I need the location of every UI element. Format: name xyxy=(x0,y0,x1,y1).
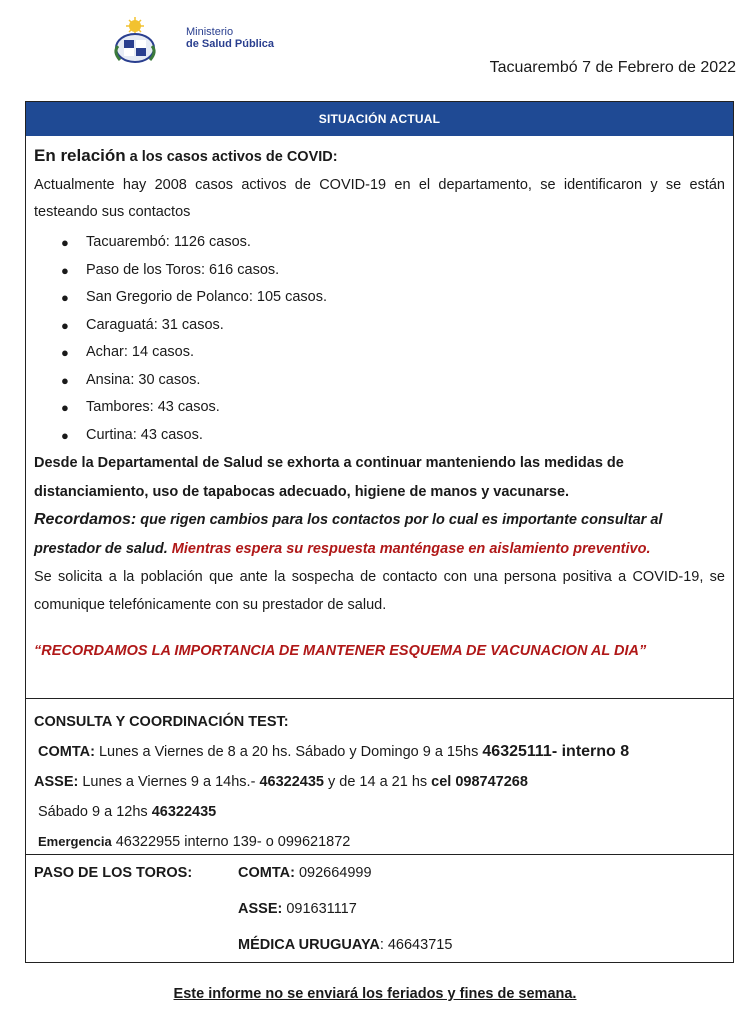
emergency-text: 46322955 interno 139- o 099621872 xyxy=(111,834,351,850)
case-text: Ansina: 30 casos. xyxy=(86,371,201,388)
comta-row xyxy=(34,737,725,767)
list-item xyxy=(34,394,725,422)
list-item xyxy=(34,339,725,367)
consult-title: CONSULTA Y COORDINACIÓN TEST: xyxy=(34,714,289,730)
remind-text: que rigen cambios para los contactos por lo cual es importante consultar al prestador de salud. xyxy=(34,512,663,557)
provider-phone: : 46643715 xyxy=(379,937,453,953)
paso-label: PASO DE LOS TOROS: xyxy=(34,865,193,881)
situation-intro: Actualmente hay 2008 casos activos de COVID-19 en el departamento, se identificaron y se están testeando sus contactos xyxy=(34,177,725,220)
list-item xyxy=(34,312,725,340)
saturday-row xyxy=(34,797,725,827)
asse-label: ASSE: xyxy=(34,774,79,790)
bullet-icon: ● xyxy=(61,345,69,360)
footer-note: Este informe no se enviará los feriados y fines de semana. xyxy=(173,986,577,1002)
saturday-text: Sábado 9 a 12hs xyxy=(38,804,152,820)
provider-name: MÉDICA URUGUAYA xyxy=(238,937,380,953)
bullet-icon: ● xyxy=(61,317,69,333)
saturday-phone: 46322435 xyxy=(151,804,217,820)
case-text: Paso de los Toros: 616 casos. xyxy=(86,261,280,278)
cases-list xyxy=(34,229,725,449)
remind-title: Recordamos: xyxy=(34,511,137,528)
heading-big: En relación xyxy=(34,146,126,165)
ministry-line2: de Salud Pública xyxy=(186,38,275,50)
list-item xyxy=(34,257,725,285)
report-frame xyxy=(25,101,734,963)
paso-row-2 xyxy=(34,891,725,927)
list-item xyxy=(34,367,725,395)
provider-phone: 091631117 xyxy=(282,901,357,917)
asse-row xyxy=(34,767,725,797)
paso-section xyxy=(26,854,733,963)
provider-phone: 092664999 xyxy=(294,865,372,881)
asse-hours1: Lunes a Viernes 9 a 14hs.- xyxy=(78,774,260,790)
remind-red-text: Mientras espera su respuesta manténgase en aislamiento preventivo. xyxy=(171,540,651,557)
bullet-icon: ● xyxy=(61,262,69,278)
ministry-line1: Ministerio xyxy=(186,26,234,38)
exhort-paragraph: Desde la Departamental de Salud se exhorta a continuar manteniendo las medidas de distanciamiento, uso de tapabocas adecuado, higiene de manos y vacunarse. xyxy=(34,455,624,500)
case-text: Caraguatá: 31 casos. xyxy=(86,316,224,333)
bullet-icon: ● xyxy=(61,400,69,415)
list-item xyxy=(34,229,725,257)
situation-section xyxy=(26,136,733,659)
ministry-name xyxy=(186,26,274,50)
case-text: San Gregorio de Polanco: 105 casos. xyxy=(86,289,328,305)
case-text: Tacuarembó: 1126 casos. xyxy=(86,234,251,250)
list-item xyxy=(34,284,725,312)
asse-phone1: 46322435 xyxy=(259,774,324,790)
asse-cel: cel 098747268 xyxy=(431,774,528,790)
bullet-icon: ● xyxy=(61,372,69,388)
comta-hours: Lunes a Viernes de 8 a 20 hs. Sábado y Domingo 9 a 15hs xyxy=(94,744,483,760)
consult-section xyxy=(26,698,733,857)
provider-name: COMTA: xyxy=(238,865,295,881)
comta-phone: 46325111- interno 8 xyxy=(482,743,630,760)
heading-rest: a los casos activos de COVID: xyxy=(125,149,338,165)
emergency-label: Emergencia xyxy=(38,834,112,849)
case-text: Achar: 14 casos. xyxy=(86,344,194,360)
case-text: Tambores: 43 casos. xyxy=(86,399,220,415)
situation-banner: SITUACIÓN ACTUAL xyxy=(26,102,733,136)
emergency-row xyxy=(34,827,725,857)
paso-row-3 xyxy=(34,927,725,963)
remind-paragraph xyxy=(34,506,725,563)
paso-row-1 xyxy=(34,855,725,891)
paso-provider xyxy=(238,927,452,963)
vaccination-motto: “RECORDAMOS LA IMPORTANCIA DE MANTENER ESQUEMA DE VACUNACION AL DIA” xyxy=(34,643,647,659)
bullet-icon: ● xyxy=(61,427,69,443)
uruguay-coat-of-arms-icon xyxy=(110,16,160,66)
paso-provider xyxy=(238,891,357,927)
comta-label: COMTA: xyxy=(38,744,95,760)
asse-hours2: y de 14 a 21 hs xyxy=(323,774,432,790)
situation-heading xyxy=(34,146,725,166)
paso-provider xyxy=(238,855,372,891)
bullet-icon: ● xyxy=(61,235,69,250)
list-item xyxy=(34,422,725,450)
request-paragraph: Se solicita a la población que ante la sospecha de contacto con una persona positiva a COVID-19, se comunique telefónicamente con su prestador de salud. xyxy=(34,569,725,613)
provider-name: ASSE: xyxy=(238,901,283,917)
case-text: Curtina: 43 casos. xyxy=(86,426,203,443)
report-date: Tacuarembó 7 de Febrero de 2022 xyxy=(489,59,736,76)
bullet-icon: ● xyxy=(61,290,69,305)
